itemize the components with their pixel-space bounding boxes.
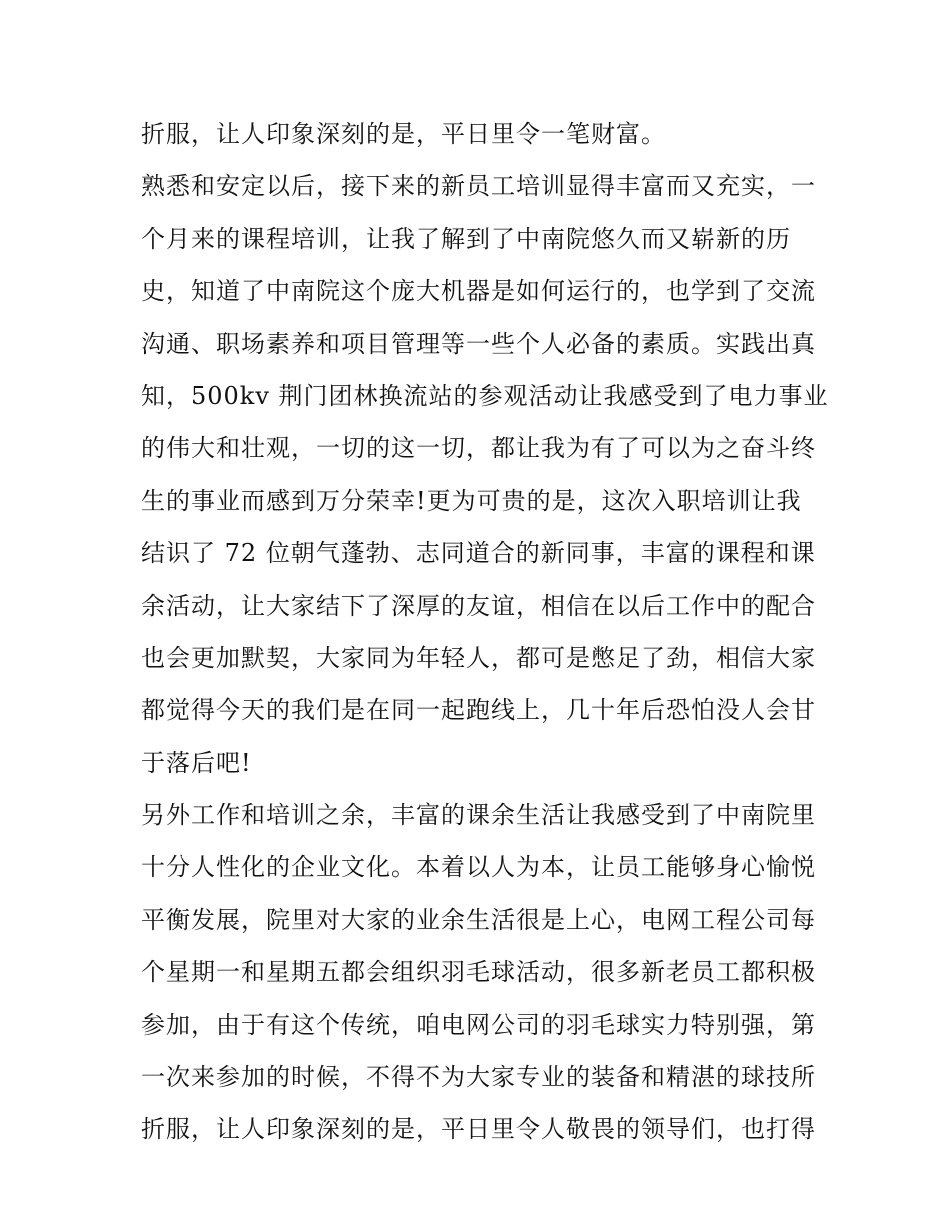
text-line-16: 平衡发展，院里对大家的业余生活很是上心，电网工程公司每 (141, 905, 816, 934)
text-line-10: 余活动，让大家结下了深厚的友谊，相信在以后工作中的配合 (141, 591, 816, 620)
text-line-4: 史，知道了中南院这个庞大机器是如何运行的，也学到了交流 (141, 277, 816, 306)
text-line-7: 的伟大和壮观，一切的这一切，都让我为有了可以为之奋斗终 (141, 434, 816, 463)
text-line-15: 十分人性化的企业文化。本着以人为本，让员工能够身心愉悦 (141, 853, 816, 882)
text-line-5: 沟通、职场素养和项目管理等一些个人必备的素质。实践出真 (141, 329, 816, 358)
text-line-17: 个星期一和星期五都会组织羽毛球活动，很多新老员工都积极 (141, 958, 816, 987)
text-line-19: 一次来参加的时候，不得不为大家专业的装备和精湛的球技所 (141, 1063, 816, 1092)
text-line-18: 参加，由于有这个传统，咱电网公司的羽毛球实力特别强，第 (141, 1010, 816, 1039)
text-line-1: 折服，让人印象深刻的是，平日里令一笔财富。 (141, 120, 666, 148)
text-line-2: 熟悉和安定以后，接下来的新员工培训显得丰富而又充实，一 (141, 172, 816, 201)
text-line-3: 个月来的课程培训，让我了解到了中南院悠久而又崭新的历 (141, 224, 791, 253)
text-line-14: 另外工作和培训之余，丰富的课余生活让我感受到了中南院里 (141, 801, 816, 830)
text-line-13: 于落后吧! (141, 748, 252, 777)
text-line-9: 结识了 72 位朝气蓬勃、志同道合的新同事，丰富的课程和课 (141, 539, 816, 568)
body-text (141, 108, 829, 1156)
text-line-20: 折服，让人印象深刻的是，平日里令人敬畏的领导们，也打得 (141, 1115, 816, 1144)
text-line-8: 生的事业而感到万分荣幸!更为可贵的是，这次入职培训让我 (141, 486, 802, 515)
text-line-11: 也会更加默契，大家同为年轻人，都可是憋足了劲，相信大家 (141, 643, 816, 672)
text-line-6: 知，500kv 荆门团林换流站的参观活动让我感受到了电力事业 (141, 381, 829, 410)
text-line-12: 都觉得今天的我们是在同一起跑线上，几十年后恐怕没人会甘 (141, 696, 816, 725)
